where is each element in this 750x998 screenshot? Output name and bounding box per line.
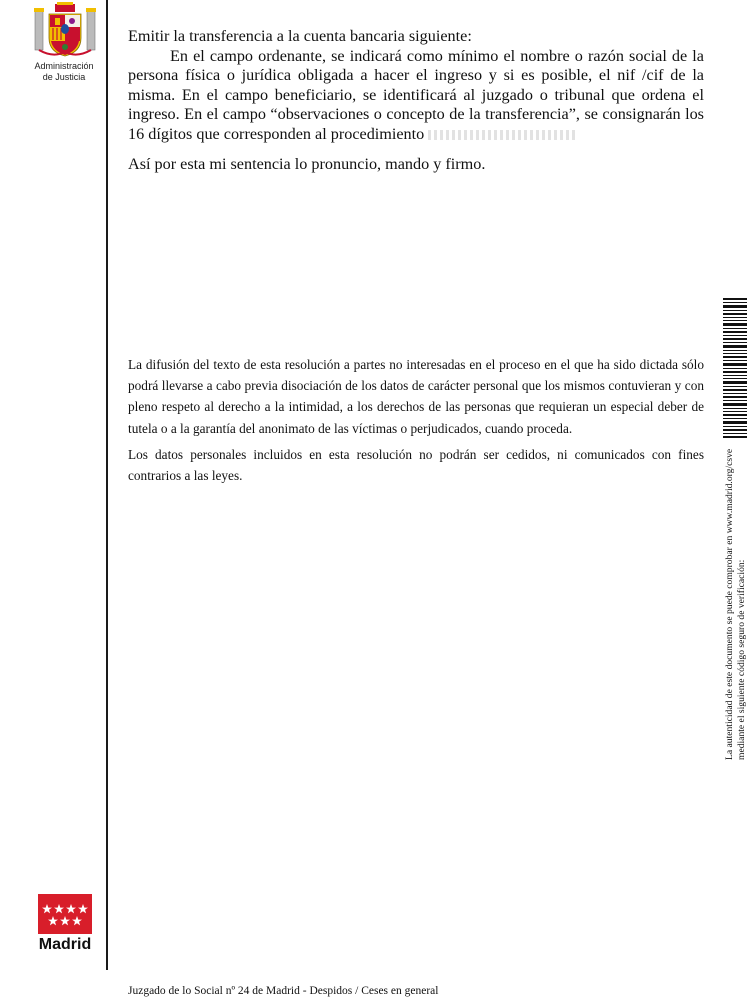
comunidad-de-madrid-flag-icon: [38, 894, 92, 934]
spanish-coat-of-arms-icon: [33, 2, 97, 60]
administracion-de-justicia-label: [20, 61, 108, 83]
madrid-label: Madrid: [38, 936, 92, 953]
verification-margin-note: [724, 448, 748, 760]
dissemination-notice: La difusión del texto de esta resolución a partes no interesadas en el proceso en el que ha sido dictada sólo podrá llevarse a cabo previa disociación de los datos de carácter personal que los mismos contuvieran y con pleno respeto al derecho a la intimidad, a los derechos de las personas que requieran un especial deber de tutela o a la garantía del anonimato de las víctimas o perjudicados, cuando proceda.: [128, 357, 704, 436]
page-footer-court: Juzgado de lo Social nº 24 de Madrid - Despidos / Ceses en general: [128, 985, 439, 997]
redacted-procedure-number: [428, 130, 578, 140]
verification-line-2: mediante el siguiente código seguro de verificación:: [736, 559, 747, 760]
madrid-flag-background: [38, 894, 92, 934]
personal-data-notice: Los datos personales incluidos en esta resolución no podrán ser cedidos, ni comunicados con fines contrarios a las leyes.: [128, 447, 704, 484]
transfer-fields-paragraph: [128, 47, 704, 145]
left-margin-rule: [106, 0, 108, 970]
crest-label-line-1: Administración: [34, 61, 94, 71]
crest-label-line-2: de Justicia: [42, 72, 86, 82]
transfer-instructions: [128, 27, 704, 145]
closing-statement: Así por esta mi sentencia lo pronuncio, mando y firmo.: [128, 155, 486, 173]
verification-line-1: La autenticidad de este documento se puede comprobar en www.madrid.org/csve: [724, 448, 735, 760]
verification-barcode: [723, 298, 747, 438]
transfer-intro-line: Emitir la transferencia a la cuenta bancaria siguiente:: [128, 27, 472, 45]
transfer-fields-text: En el campo ordenante, se indicará como mínimo el nombre o razón social de la persona física o jurídica obligada a hacer el ingreso y si es posible, el nif /cif de la misma. En el campo beneficiario, se identificará al juzgado o tribunal que ordena el ingreso. En el campo “observaciones o concepto de la transferencia”, se consignarán los 16 dígitos que corresponden al procedimiento: [128, 46, 704, 143]
